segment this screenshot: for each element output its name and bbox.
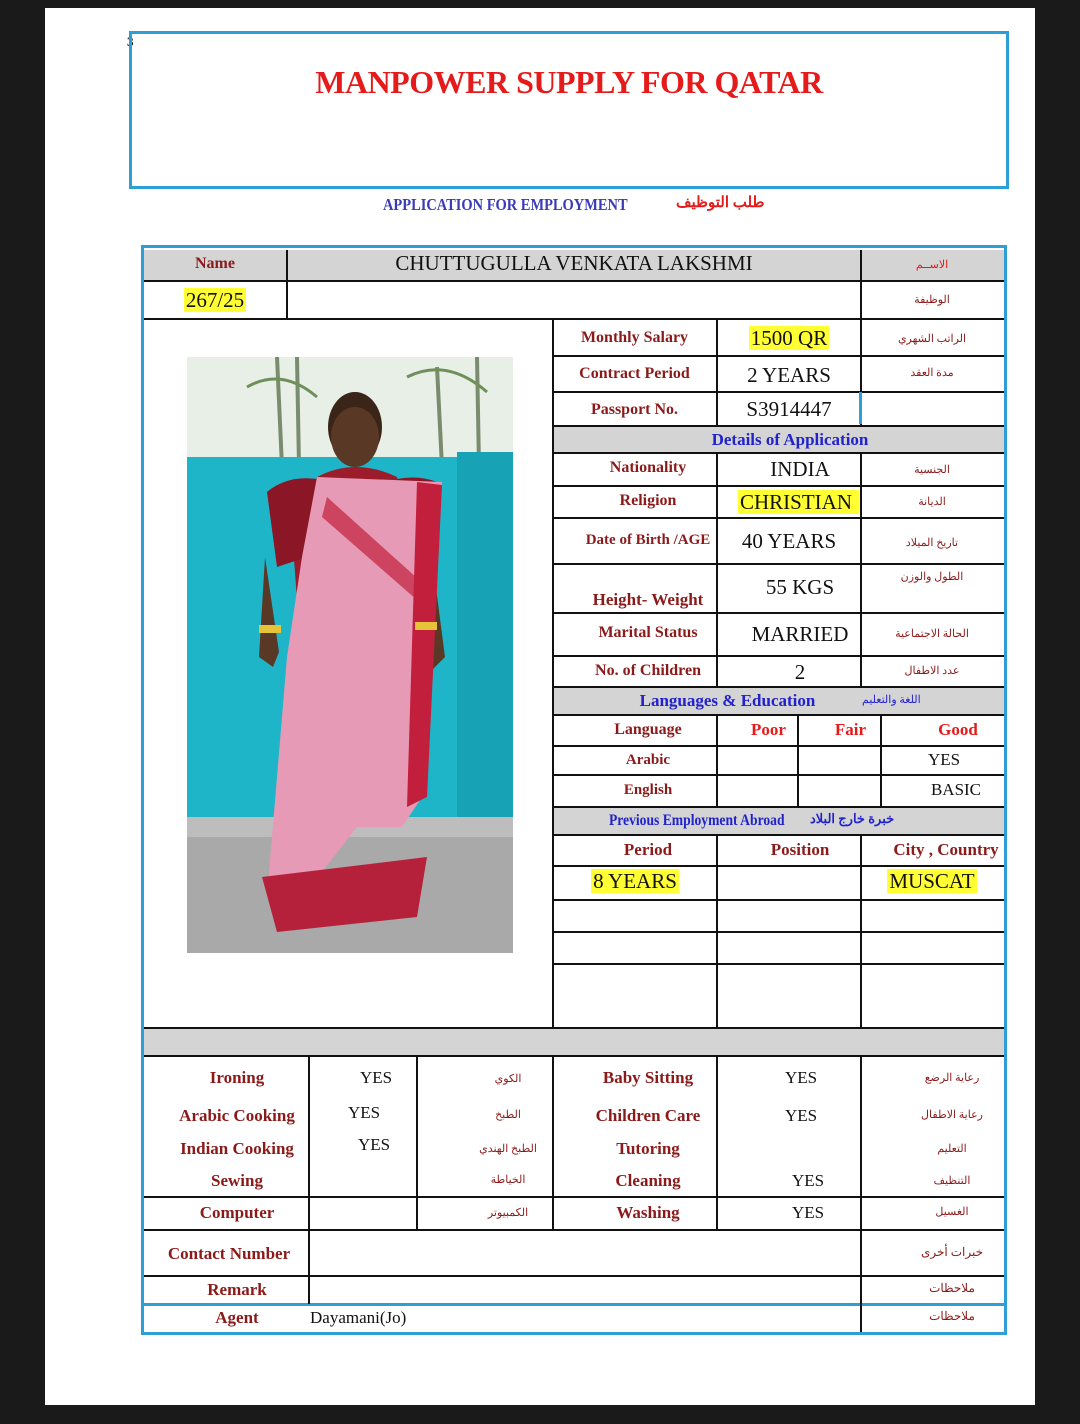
details-header: Details of Application bbox=[711, 430, 869, 449]
skill-arabic-label: رعاية الرضع bbox=[924, 1072, 980, 1084]
rule bbox=[553, 963, 1004, 965]
skill-label: Washing bbox=[616, 1203, 680, 1222]
rule bbox=[553, 485, 1004, 487]
remark-arabic-label: ملاحظات bbox=[929, 1281, 975, 1295]
skill-label: Ironing bbox=[209, 1068, 265, 1087]
rule bbox=[144, 1229, 1004, 1231]
rule bbox=[716, 453, 718, 687]
contact-number-label: Contact Number bbox=[167, 1244, 291, 1263]
skill-value: YES bbox=[347, 1103, 381, 1122]
height-weight-value: 55 KGS bbox=[765, 575, 835, 599]
rule bbox=[716, 835, 718, 1028]
rule bbox=[144, 1303, 1004, 1306]
rule bbox=[553, 865, 1004, 867]
contract-label: Contract Period bbox=[579, 365, 690, 382]
rule bbox=[144, 1027, 1004, 1029]
applicant-photo bbox=[187, 357, 513, 953]
religion-arabic-label: الديانة bbox=[918, 496, 946, 508]
marital-value: MARRIED bbox=[751, 622, 849, 646]
rule bbox=[860, 835, 862, 1028]
salary-value-text: 1500 QR bbox=[750, 326, 828, 350]
language-name: English bbox=[623, 782, 673, 798]
skill-label: Cleaning bbox=[615, 1171, 681, 1190]
contract-value: 2 YEARS bbox=[747, 363, 831, 387]
employment-period bbox=[553, 869, 717, 894]
skill-arabic-label: الخياطة bbox=[490, 1174, 526, 1186]
height-weight-label: Height- Weight bbox=[592, 590, 704, 609]
rule bbox=[144, 1196, 1004, 1198]
marital-arabic-label: الحالة الاجتماعية bbox=[895, 628, 969, 640]
language-column-header: Language bbox=[614, 721, 682, 738]
height-weight-arabic-label: الطول والوزن bbox=[900, 571, 964, 583]
skill-label: Indian Cooking bbox=[180, 1139, 294, 1158]
rule bbox=[553, 931, 1004, 933]
rule bbox=[553, 806, 1004, 808]
skill-value: YES bbox=[791, 1171, 825, 1190]
city-country-column-header: City , Country bbox=[893, 840, 999, 859]
name-label: Name bbox=[195, 255, 235, 272]
skill-value: YES bbox=[357, 1135, 391, 1154]
skill-label: Tutoring bbox=[616, 1139, 680, 1158]
agent-arabic-label: ملاحظات bbox=[929, 1309, 975, 1323]
skill-arabic-label: الكمبيوتر bbox=[487, 1207, 529, 1219]
passport-label: Passport No. bbox=[590, 401, 679, 418]
children-value: 2 bbox=[794, 660, 806, 684]
skills-divider-band bbox=[144, 1029, 1004, 1055]
skill-arabic-label: رعاية الاطفال bbox=[921, 1109, 983, 1121]
poor-column-header: Poor bbox=[751, 720, 786, 739]
rule bbox=[553, 517, 1004, 519]
skill-arabic-label: التعليم bbox=[937, 1143, 967, 1155]
position-column-header: Position bbox=[770, 840, 830, 859]
rule bbox=[553, 452, 1004, 454]
agent-value: Dayamani(Jo) bbox=[310, 1308, 407, 1327]
languages-header: Languages & Education bbox=[639, 691, 816, 710]
skill-arabic-label: الغسيل bbox=[935, 1206, 969, 1218]
rule bbox=[553, 686, 1004, 688]
religion-value bbox=[738, 490, 859, 515]
nationality-arabic-label: الجنسية bbox=[914, 464, 950, 476]
period-column-header: Period bbox=[623, 840, 673, 859]
reference-number-value: 267/25 bbox=[185, 288, 245, 312]
remark-label: Remark bbox=[207, 1280, 267, 1299]
reference-arabic-label: الوظيفة bbox=[914, 294, 950, 306]
rule bbox=[553, 834, 1004, 836]
good-column-header: Good bbox=[938, 720, 978, 739]
salary-value bbox=[718, 326, 860, 351]
employment-city bbox=[862, 869, 1002, 894]
employment-header-arabic: خبرة خارج البلاد bbox=[810, 811, 895, 826]
languages-header-arabic: اللغة والتعليم bbox=[862, 694, 921, 706]
skill-value: YES bbox=[784, 1106, 818, 1125]
rule bbox=[553, 745, 1004, 747]
skill-value: YES bbox=[784, 1068, 818, 1087]
employment-header: Previous Employment Abroad bbox=[608, 812, 785, 829]
rule bbox=[553, 563, 1004, 565]
language-name: Arabic bbox=[625, 752, 671, 768]
passport-value: S3914447 bbox=[746, 397, 832, 421]
rule bbox=[144, 280, 1004, 282]
page-marker: 3 bbox=[127, 34, 134, 49]
religion-label: Religion bbox=[619, 492, 677, 509]
skill-label: Sewing bbox=[211, 1171, 263, 1190]
contact-arabic-label: خبرات أخرى bbox=[920, 1245, 984, 1259]
rule bbox=[144, 1275, 1004, 1277]
children-label: No. of Children bbox=[595, 662, 701, 679]
name-value: CHUTTUGULLA VENKATA LAKSHMI bbox=[395, 251, 753, 275]
skill-label: Baby Sitting bbox=[602, 1068, 694, 1087]
skill-arabic-label: التنظيف bbox=[933, 1175, 971, 1187]
skill-value: YES bbox=[359, 1068, 393, 1087]
rule bbox=[144, 318, 1004, 320]
rule bbox=[553, 899, 1004, 901]
skill-value: YES bbox=[791, 1203, 825, 1222]
rule bbox=[553, 425, 1004, 427]
skill-label: Arabic Cooking bbox=[179, 1106, 295, 1125]
dob-arabic-label: تاريخ الميلاد bbox=[905, 537, 959, 549]
dob-value: 40 YEARS bbox=[741, 529, 837, 553]
rule bbox=[553, 391, 1004, 393]
skill-arabic-label: الكوي bbox=[494, 1073, 522, 1085]
reference-number bbox=[144, 288, 286, 313]
rule bbox=[144, 1055, 1004, 1057]
nationality-value: INDIA bbox=[770, 457, 830, 481]
dob-label: Date of Birth /AGE bbox=[585, 532, 711, 548]
nationality-label: Nationality bbox=[609, 459, 687, 476]
skill-arabic-label: الطبخ bbox=[495, 1109, 521, 1121]
employment-period-value: 8 YEARS bbox=[593, 869, 677, 893]
religion-value-text: CHRISTIAN bbox=[738, 490, 859, 514]
rule bbox=[553, 774, 1004, 776]
skill-arabic-label: الطبخ الهندي bbox=[479, 1143, 537, 1155]
fair-column-header: Fair bbox=[834, 720, 867, 739]
name-arabic-label: الاســم bbox=[915, 259, 949, 271]
applicant-photo-illustration bbox=[187, 357, 513, 953]
header-box bbox=[129, 31, 1009, 189]
document-title: MANPOWER SUPPLY FOR QATAR bbox=[315, 64, 823, 100]
application-subtitle: APPLICATION FOR EMPLOYMENT bbox=[383, 195, 628, 214]
rule bbox=[553, 355, 1004, 357]
salary-arabic-label: الراتب الشهري bbox=[897, 333, 967, 345]
rule bbox=[553, 655, 1004, 657]
skill-label: Computer bbox=[199, 1203, 275, 1222]
salary-label: Monthly Salary bbox=[580, 329, 689, 346]
language-good: BASIC bbox=[930, 780, 982, 799]
contract-arabic-label: مدة العقد bbox=[910, 367, 954, 379]
employment-city-value: MUSCAT bbox=[889, 869, 975, 893]
rule bbox=[553, 612, 1004, 614]
children-arabic-label: عدد الاطفال bbox=[904, 665, 960, 677]
application-subtitle-arabic: طلب التوظيف bbox=[676, 195, 765, 211]
agent-label: Agent bbox=[215, 1308, 259, 1327]
skill-label: Children Care bbox=[595, 1106, 701, 1125]
rule bbox=[553, 714, 1004, 716]
marital-label: Marital Status bbox=[598, 624, 698, 641]
language-good: YES bbox=[927, 750, 961, 769]
